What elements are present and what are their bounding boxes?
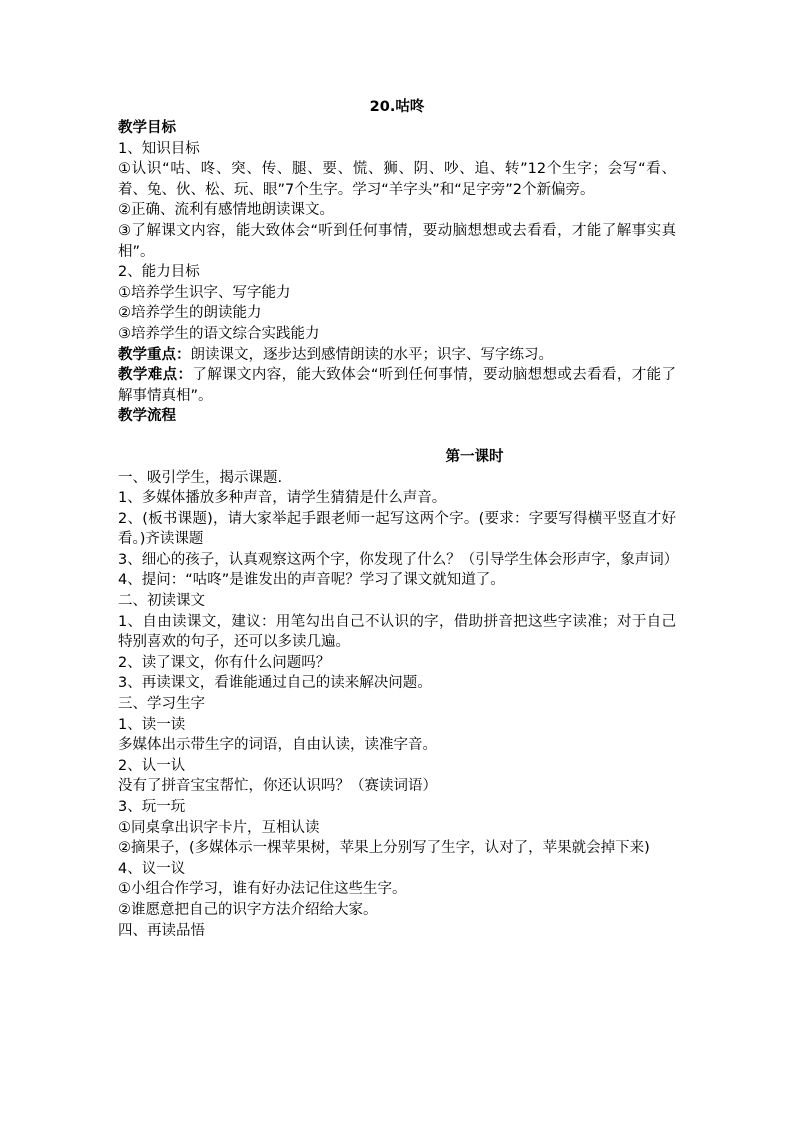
difficulty-text: 了解课文内容，能大致体会“听到任何事情，要动脑想想或去看看，才能了解事情真相”。 bbox=[118, 367, 676, 404]
key-point bbox=[118, 345, 676, 366]
ability-heading: 2、能力目标 bbox=[118, 264, 200, 281]
knowledge-item: ③了解课文内容，能大致体会“听到任何事情，要动脑想想或去看看，才能了解事实真相”。 bbox=[118, 222, 676, 260]
key-point-text: 朗读课文，逐步达到感情朗读的水平；识字、写字练习。 bbox=[190, 346, 553, 363]
process-heading: 教学流程 bbox=[118, 408, 176, 425]
process-line: 二、初读课文 bbox=[118, 593, 205, 610]
ability-item: ②培养学生的朗读能力 bbox=[118, 305, 262, 322]
process-line: 一、吸引学生，揭示课题. bbox=[118, 469, 283, 486]
ability-item: ①培养学生识字、写字能力 bbox=[118, 284, 291, 301]
process-line: 四、再读品悟 bbox=[118, 922, 205, 939]
knowledge-heading: 1、知识目标 bbox=[118, 140, 200, 157]
process-line: 2、(板书课题)，请大家举起手跟老师一起写这两个字。(要求：字要写得横平竖直才好看。)齐读课题 bbox=[118, 510, 676, 548]
document-page bbox=[118, 96, 679, 941]
process-line: ①同桌拿出识字卡片，互相认读 bbox=[118, 819, 320, 836]
objectives-heading: 教学目标 bbox=[118, 120, 176, 136]
process-line: 1、多媒体播放多种声音，请学生猜猜是什么声音。 bbox=[118, 490, 447, 507]
process-line: 4、提问：“咕咚”是谁发出的声音呢？学习了课文就知道了。 bbox=[118, 572, 505, 589]
process-line: 1、自由读课文，建议：用笔勾出自己不认识的字，借助拼音把这些字读准；对于自己特别喜欢的句子，还可以多读几遍。 bbox=[118, 613, 676, 651]
process-line: ②摘果子，(多媒体示一棵苹果树，苹果上分别写了生字，认对了，苹果就会掉下来) bbox=[118, 840, 650, 857]
key-point-label: 教学重点： bbox=[118, 346, 191, 363]
process-line: 三、学习生字 bbox=[118, 696, 205, 713]
process-line: 1、读一读 bbox=[118, 716, 186, 733]
difficulty-point bbox=[118, 365, 676, 406]
process-line: 2、读了课文，你有什么问题吗？ bbox=[118, 654, 331, 671]
process-line: 3、细心的孩子，认真观察这两个字，你发现了什么？（引导学生体会形声字，象声词） bbox=[118, 551, 679, 568]
knowledge-item: ②正确、流利有感情地朗读课文。 bbox=[118, 202, 334, 219]
process-line: 4、议一议 bbox=[118, 860, 186, 877]
ability-item: ③培养学生的语文综合实践能力 bbox=[118, 325, 320, 342]
process-line: 3、玩一玩 bbox=[118, 799, 186, 815]
lesson-heading: 第一课时 bbox=[445, 448, 504, 465]
document-title: 20.咕咚 bbox=[369, 99, 425, 115]
process-line: 没有了拼音宝宝帮忙，你还认识吗？（赛读词语） bbox=[118, 778, 437, 795]
process-line: ②谁愿意把自己的识字方法介绍给大家。 bbox=[118, 901, 378, 918]
process-line: 多媒体出示带生字的词语，自由认读，读准字音。 bbox=[118, 737, 437, 754]
process-line: 3、再读课文，看谁能通过自己的读来解决问题。 bbox=[118, 675, 432, 692]
knowledge-item: ①认识“咕、咚、突、传、腿、要、慌、狮、阴、吵、追、转”12个生字；会写“看、着、兔、伙、松、玩、眼”7个生字。学习“羊字头”和“足字旁”2个新偏旁。 bbox=[118, 161, 676, 198]
process-line: ①小组合作学习，谁有好办法记住这些生字。 bbox=[118, 881, 407, 898]
process-line: 2、认一认 bbox=[118, 757, 186, 774]
difficulty-label: 教学难点： bbox=[118, 367, 193, 384]
